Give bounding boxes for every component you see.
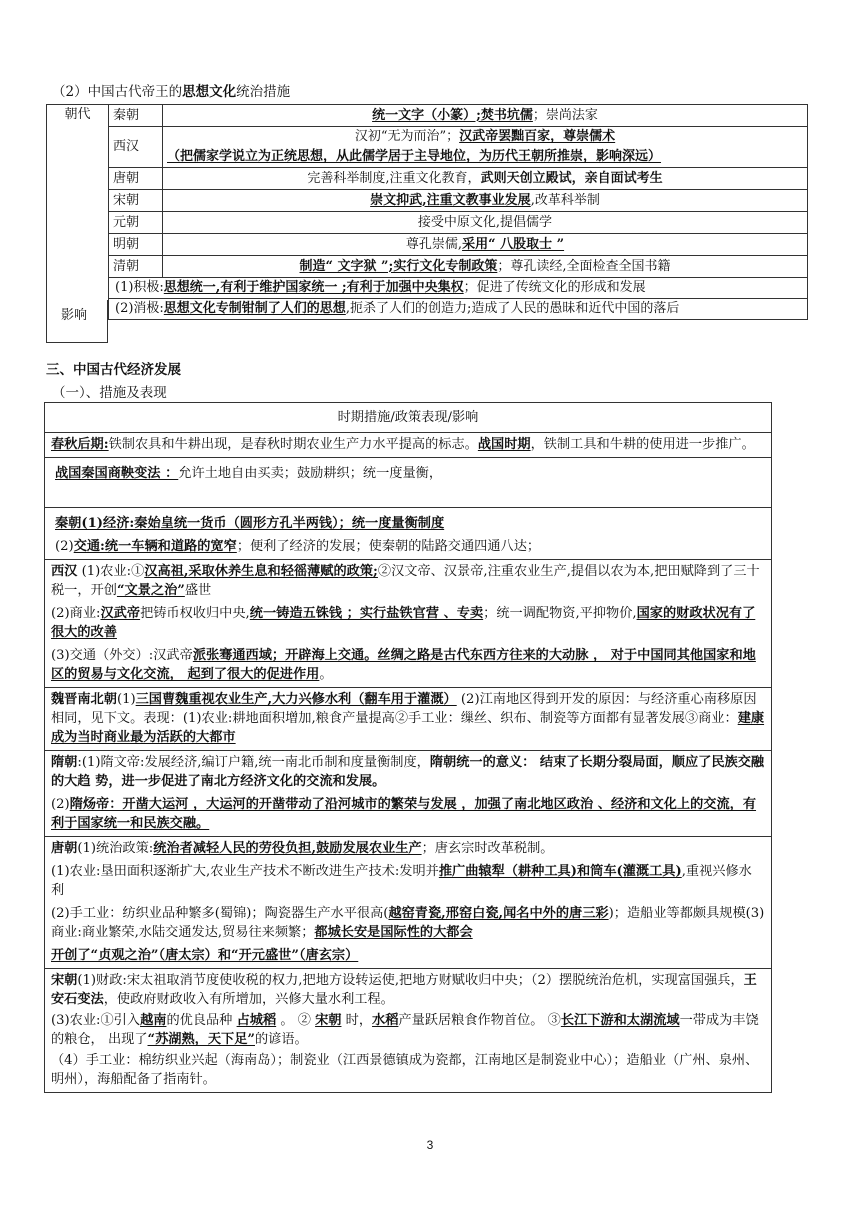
impact-text: (1)积极: bbox=[115, 280, 164, 295]
period-label: 春秋后期: bbox=[51, 437, 109, 452]
period-label: 战国时期 bbox=[477, 437, 531, 452]
period-qin bbox=[45, 508, 772, 560]
key-measure: 崇文抑武,注重文教事业发展 bbox=[370, 192, 531, 208]
period-text: (3)农业:①引入 bbox=[51, 1013, 141, 1028]
dynasty-name: 元朝 bbox=[109, 212, 163, 234]
dynasty-name: 清朝 bbox=[109, 256, 163, 278]
period-text: 允许土地自由买卖；鼓励耕织；统一度量衡， bbox=[178, 466, 443, 481]
period-text: (2)江南地区得到开发的原因：与经济重心南移原因相同，见下文。表现：(1)农业:耕地面积增加,粮食产量提高②手工业：缫丝、织布、制瓷等方面都有显著发展③商业： bbox=[51, 692, 757, 726]
key-text: 都城长安是国际性的大都会 bbox=[314, 925, 473, 940]
dynasty-name: 西汉 bbox=[109, 127, 163, 168]
period-chunqiu bbox=[45, 433, 772, 458]
period-text: 秦朝(1)经济:秦始皇统一货币（圆形方孔半两钱）；统一度量衡制度 bbox=[55, 516, 445, 531]
key-measure: （把儒家学说立为正统思想，从此儒学居于主导地位，为历代王朝所推崇，影响深远） bbox=[167, 149, 662, 164]
period-text: 产量跃居粮食作物首位。 ③ bbox=[398, 1013, 561, 1028]
key-text: 建康成为当时商业最为活跃的大都市 bbox=[51, 711, 765, 745]
table-row bbox=[45, 508, 772, 560]
period-label: 魏晋南北朝 bbox=[51, 692, 117, 707]
key-text: 派张骞通西域；开辟海上交通。丝绸之路是古代东西方往来的大动脉 ， 对于中国同其他国家和地区的贸易与文化交流， 起到了很大的促进作用 bbox=[51, 648, 756, 682]
table-row bbox=[47, 234, 808, 256]
economy-table bbox=[44, 402, 772, 1093]
key-text: 统一铸造五铢钱 ；实行盐铁官营 、专卖 bbox=[249, 606, 484, 621]
dynasty-name: 秦朝 bbox=[109, 105, 163, 127]
impact-text: ；促进了传统文化的形成和发展 bbox=[463, 280, 646, 295]
period-zhanguo bbox=[45, 458, 772, 508]
dynasty-name: 唐朝 bbox=[109, 168, 163, 190]
impact-label: 影响 bbox=[46, 300, 108, 343]
dynasty-culture-table bbox=[46, 104, 808, 320]
period-text: (1)农业:① bbox=[77, 564, 145, 579]
dynasty-name: 明朝 bbox=[109, 234, 163, 256]
key-measure: 统一文字（小篆）;焚书坑儒 bbox=[372, 107, 533, 123]
period-text: (2)商业: bbox=[51, 606, 101, 621]
period-text: (1) bbox=[116, 692, 136, 707]
dynasty-header: 朝代 bbox=[47, 105, 109, 320]
table-row bbox=[47, 127, 808, 168]
period-text: ；便利了经济的发展；使秦朝的陆路交通四通八达； bbox=[236, 539, 541, 554]
key-measure: 武则天创立殿试，亲自面试考生 bbox=[480, 170, 663, 186]
period-text: 把铸币权收归中央, bbox=[140, 606, 250, 621]
period-text: (3)交通（外交）:汉武帝 bbox=[51, 648, 193, 663]
key-text: 长江下游和太湖流域 bbox=[560, 1013, 680, 1028]
period-text: (2)手工业：纺织业品种繁多(蜀锦)；陶瓷器生产水平很高( bbox=[51, 906, 389, 921]
key-text: 越窑青瓷,邢窑白瓷,闻名中外的唐三彩 bbox=[388, 906, 609, 921]
key-text: 隋朝统一的意义： 结束了长期分裂局面，顺应了民族交融的大趋 势，进一步促进了南北方经济文化的交流和发展。 bbox=[51, 755, 765, 789]
dynasty-measure: 接受中原文化,提倡儒学 bbox=[163, 212, 808, 234]
period-text: 盛世 bbox=[184, 583, 212, 598]
table-row bbox=[45, 688, 772, 751]
key-text: 三国曹魏重视农业生产,大力兴修水利（翻车用于灌溉） bbox=[135, 692, 457, 707]
period-text: ，铁制工具和牛耕的使用进一步推广。 bbox=[530, 437, 755, 452]
key-text: 水稻 bbox=[372, 1013, 399, 1028]
dynasty-measure bbox=[163, 256, 808, 278]
impact-text: (2)消极: bbox=[115, 301, 164, 316]
table-row bbox=[45, 433, 772, 458]
section-title-thought-culture bbox=[52, 80, 290, 100]
key-text: “苏湖熟，天下足” bbox=[147, 1032, 255, 1047]
period-text: 一带成为丰饶 的粮仓， 出现了 bbox=[51, 1013, 759, 1047]
period-text: 。 bbox=[319, 667, 333, 682]
key-text: 国家的财政状况有了很大的改善 bbox=[51, 606, 756, 640]
measure-text: ；崇尚法家 bbox=[532, 107, 598, 123]
measure-text: 尊孔崇儒, bbox=[405, 236, 463, 252]
economy-header: 时期措施/政策表现/影响 bbox=[45, 403, 772, 433]
table-row bbox=[47, 256, 808, 278]
table-row bbox=[45, 458, 772, 508]
period-text: 。 ② bbox=[276, 1013, 316, 1028]
period-tang bbox=[45, 837, 772, 969]
table-row bbox=[47, 105, 808, 127]
subsection-title-measures: （一）、措施及表现 bbox=[52, 385, 167, 401]
period-text: )；造船业等都颇具规模(3)商业:商业繁荣,水陆交通发达,贸易往来频繁； bbox=[51, 906, 765, 940]
period-text: (2) bbox=[55, 539, 74, 554]
period-text: (1)财政:宋太祖取消节度使收税的权力,把地方设转运使,把地方财赋收归中央；（2）摆脱统治危机，实现富国强兵， bbox=[77, 973, 744, 988]
key-text: 越南 bbox=[140, 1013, 167, 1028]
period-text: (2) bbox=[51, 797, 70, 812]
period-text: (1)统治政策: bbox=[77, 841, 154, 856]
table-row bbox=[45, 560, 772, 688]
dynasty-measure bbox=[163, 127, 808, 168]
key-text: 隋炀帝：开凿大运河 ，大运河的开凿带动了沿河城市的繁荣与发展 ，加强了南北地区政治 、经济和文化上的交流，有利于国家统一和民族交融。 bbox=[51, 797, 757, 831]
measure-text: ；尊孔读经,全面检查全国书籍 bbox=[497, 258, 671, 274]
title-bold: 思想文化 bbox=[182, 84, 237, 100]
dynasty-measure bbox=[163, 190, 808, 212]
dynasty-measure bbox=[163, 105, 808, 127]
table-row bbox=[47, 190, 808, 212]
key-text: 统治者减轻人民的劳役负担,鼓励发展农业生产 bbox=[153, 841, 422, 856]
period-label: 西汉 bbox=[51, 564, 78, 579]
impact-key: 思想文化专制钳制了人们的思想 bbox=[163, 301, 346, 316]
dynasty-measure bbox=[163, 168, 808, 190]
period-text: ②汉文帝、汉景帝,注重农业生产,提倡以农为本,把田赋降到了三十税一，开创 bbox=[51, 564, 760, 598]
period-text: 的优良品种 bbox=[166, 1013, 237, 1028]
key-text: 宋朝 bbox=[315, 1013, 342, 1028]
section-title-economy: 三、中国古代经济发展 bbox=[46, 362, 181, 378]
period-label: 隋朝 bbox=[51, 755, 78, 770]
key-text: 汉武帝 bbox=[100, 606, 141, 621]
key-measure: 汉武帝罢黜百家，尊崇儒术 bbox=[459, 129, 616, 144]
period-xihan bbox=[45, 560, 772, 688]
period-text: ，使政府财政收入有所增加，兴修大量水利工程。 bbox=[103, 992, 394, 1007]
key-measure: 制造“ 文字狱 ”;实行文化专制政策 bbox=[299, 258, 498, 274]
measure-text: ,改革科举制 bbox=[530, 192, 600, 208]
period-label: 战国秦国商鞅变法 ： bbox=[55, 466, 179, 481]
key-text: 交通:统一车辆和道路的宽窄 bbox=[73, 539, 237, 554]
table-row bbox=[45, 969, 772, 1093]
page-number: 3 bbox=[426, 1138, 434, 1152]
measure-text: 完善科举制度,注重文化教育， bbox=[307, 170, 481, 186]
impact-cell bbox=[109, 278, 808, 320]
period-text: (1)农业:垦田面积逐渐扩大,农业生产技术不断改进生产技术:发明并 bbox=[51, 864, 439, 879]
key-measure: 采用“ 八股取士 ” bbox=[462, 236, 565, 252]
period-text: ；唐玄宗时改革税制。 bbox=[421, 841, 554, 856]
title-text: （2）中国古代帝王的 bbox=[52, 84, 183, 100]
table-row bbox=[47, 278, 808, 320]
period-text: 铁制农具和牛耕出现，是春秋时期农业生产力水平提高的标志。 bbox=[108, 437, 478, 452]
key-text: 开创了“贞观之治”（唐太宗）和“开元盛世”（唐玄宗） bbox=[51, 948, 359, 963]
table-row bbox=[45, 403, 772, 433]
impact-key: 思想统一,有利于维护国家统一 ;有利于加强中央集权 bbox=[163, 280, 464, 295]
period-song bbox=[45, 969, 772, 1093]
period-text: （4）手工业：棉纺织业兴起（海南岛）；制瓷业（江西景德镇成为瓷都，江南地区是制瓷业中心）；造船业（广州、泉州、明州），海船配备了指南针。 bbox=[51, 1053, 759, 1087]
period-text: ,重视兴修水利 bbox=[51, 864, 752, 898]
key-text: 推广曲辕犁（耕种工具)和筒车(灌溉工具) bbox=[438, 864, 682, 879]
measure-text: 汉初“无为而治”； bbox=[354, 129, 460, 144]
period-weijin bbox=[45, 688, 772, 751]
title-text: 统治措施 bbox=[236, 84, 291, 100]
key-text: 王安石变法 bbox=[51, 973, 757, 1007]
table-row bbox=[45, 751, 772, 837]
key-text: 占城稻 bbox=[236, 1013, 277, 1028]
period-sui bbox=[45, 751, 772, 837]
key-text: “文景之治” bbox=[116, 583, 185, 598]
period-label: 宋朝 bbox=[51, 973, 78, 988]
period-text: 时， bbox=[341, 1013, 373, 1028]
table-row bbox=[47, 212, 808, 234]
dynasty-name: 宋朝 bbox=[109, 190, 163, 212]
impact-text: ,扼杀了人们的创造力;造成了人民的愚昧和近代中国的落后 bbox=[345, 301, 680, 316]
period-text: ；统一调配物资,平抑物价, bbox=[483, 606, 637, 621]
period-label: 唐朝 bbox=[51, 841, 78, 856]
period-text: 的谚语。 bbox=[255, 1032, 308, 1047]
table-row bbox=[45, 837, 772, 969]
key-text: 汉高祖,采取休养生息和轻徭薄赋的政策; bbox=[144, 564, 378, 579]
table-row bbox=[47, 168, 808, 190]
period-text: :(1)隋文帝:发展经济,编订户籍,统一南北币制和度量衡制度， bbox=[77, 755, 430, 770]
dynasty-measure bbox=[163, 234, 808, 256]
